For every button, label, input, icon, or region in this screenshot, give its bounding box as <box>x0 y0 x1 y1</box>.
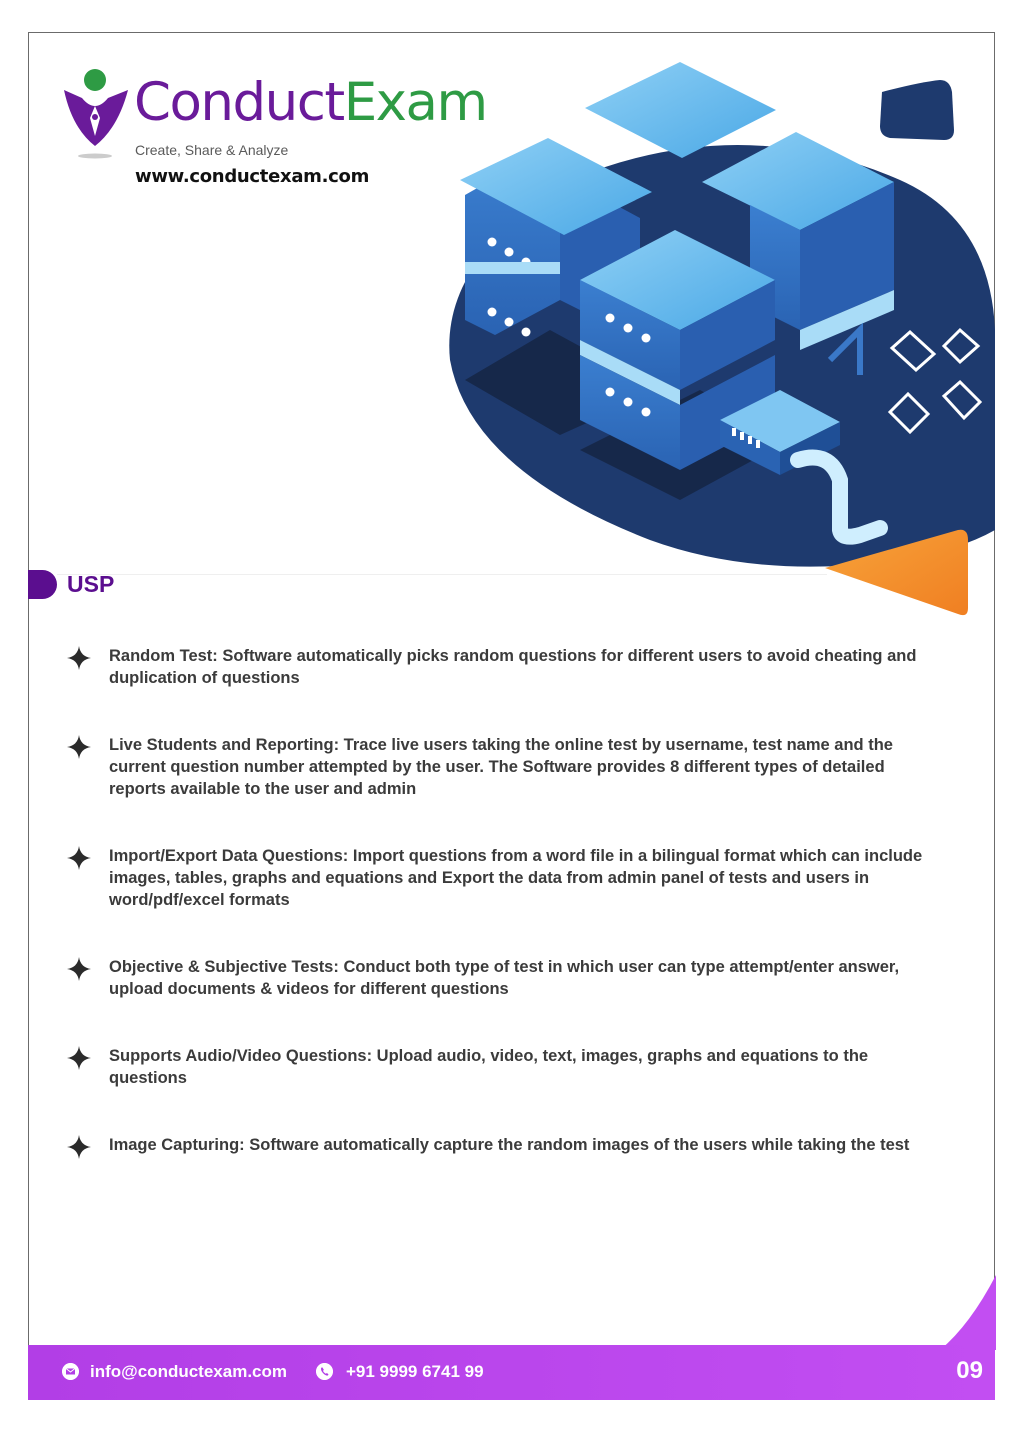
section-title: USP <box>67 571 115 597</box>
usp-item-text: Supports Audio/Video Questions: Upload audio, video, text, images, graphs and equations to the questions <box>109 1047 869 1087</box>
usp-item-text: Import/Export Data Questions: Import questions from a word file in a bilingual format which can include images, tables, graphs and equations and Export the data from admin panel of tests and users in word/pdf/excel formats <box>109 847 923 909</box>
brand-tagline: Create, Share & Analyze <box>135 142 289 158</box>
usp-item <box>64 1045 934 1089</box>
usp-item <box>64 845 934 911</box>
brand-name-exam: Exam <box>343 72 487 133</box>
server-illustration <box>430 30 996 630</box>
usp-item <box>64 645 934 689</box>
usp-item <box>64 1134 934 1156</box>
footer-corner-accent <box>940 1275 996 1350</box>
brand-name-conduct: Conduct <box>134 72 344 133</box>
section-divider <box>57 574 827 575</box>
navy-tile <box>880 80 954 140</box>
usp-item-text: Objective & Subjective Tests: Conduct both type of test in which user can type attempt/enter answer, upload documents & videos for different questions <box>109 958 900 998</box>
phone-icon <box>316 1363 333 1380</box>
page-number: 09 <box>956 1357 983 1384</box>
logo <box>62 66 487 196</box>
usp-item <box>64 956 934 1000</box>
usp-item <box>64 734 934 800</box>
footer-phone[interactable]: +91 9999 6741 99 <box>346 1362 484 1381</box>
four-point-star-icon <box>66 645 92 671</box>
email-icon <box>62 1363 79 1380</box>
four-point-star-icon <box>66 1134 92 1160</box>
four-point-star-icon <box>66 845 92 871</box>
server-top-back <box>585 62 776 158</box>
usp-list <box>64 645 934 1156</box>
four-point-star-icon <box>66 734 92 760</box>
section-marker <box>28 570 57 599</box>
usp-item-text: Image Capturing: Software automatically capture the random images of the users while taking the test <box>109 1136 910 1154</box>
logo-mark-icon <box>62 66 132 162</box>
four-point-star-icon <box>66 956 92 982</box>
footer-email[interactable]: info@conductexam.com <box>90 1362 287 1381</box>
usp-item-text: Random Test: Software automatically picks random questions for different users to avoid cheating and duplication of questions <box>109 647 917 687</box>
four-point-star-icon <box>66 1045 92 1071</box>
footer-bar <box>28 1345 995 1400</box>
brand-website[interactable]: www.conductexam.com <box>135 166 370 187</box>
usp-item-text: Live Students and Reporting: Trace live users taking the online test by username, test name and the current question number attempted by the user. The Software provides 8 different types of detailed reports available to the user and admin <box>109 736 893 798</box>
